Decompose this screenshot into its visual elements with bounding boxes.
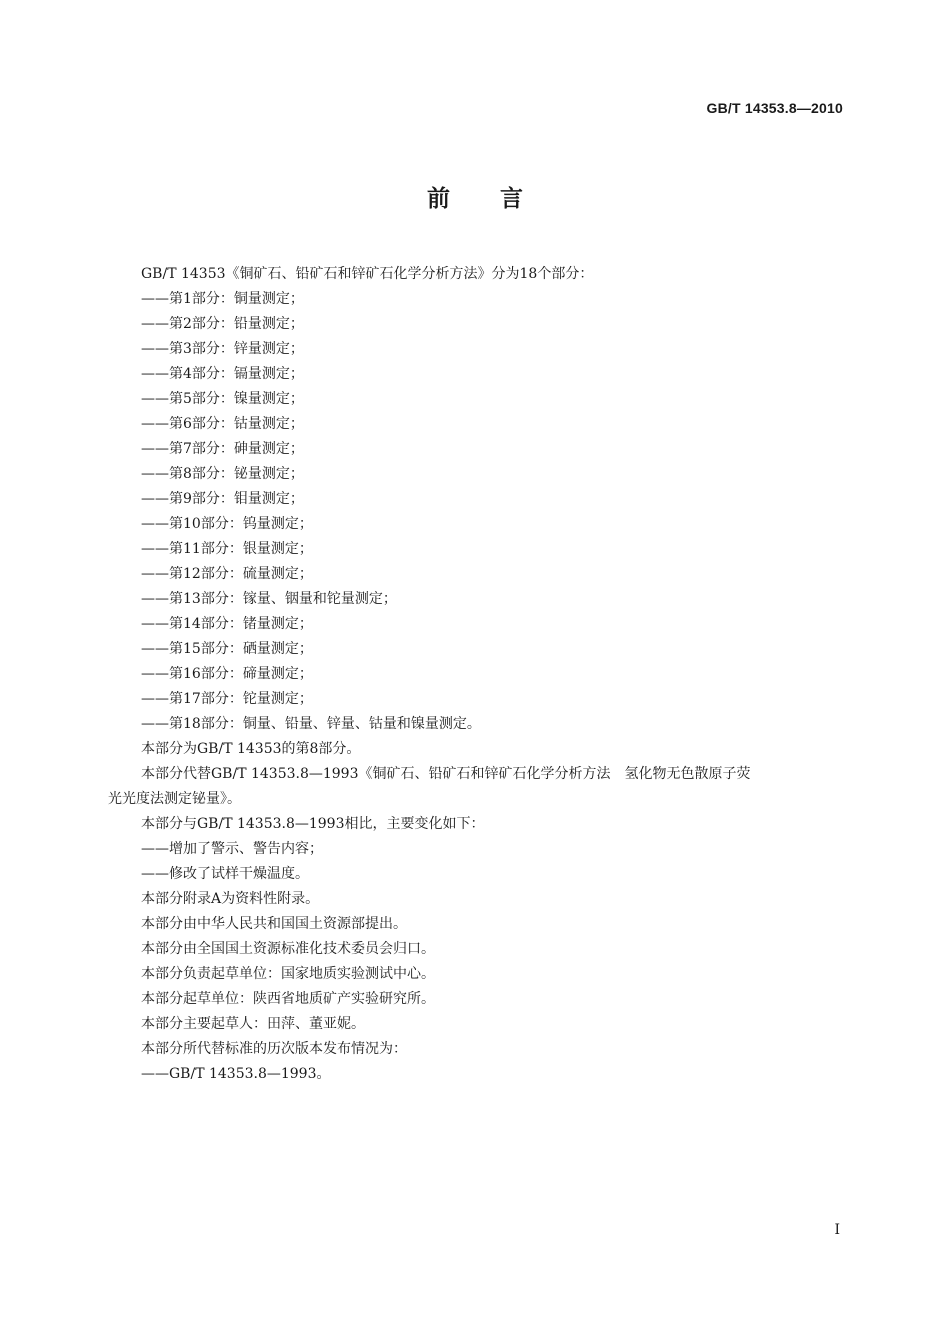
list-item: ——第16部分：碲量测定； (141, 666, 313, 682)
list-item: ——第12部分：硫量测定； (141, 566, 313, 582)
list-item: ——第11部分：银量测定； (141, 541, 313, 557)
list-item: ——第3部分：锌量测定； (141, 341, 304, 357)
list-item: ——第15部分：硒量测定； (141, 641, 313, 657)
statement-paragraph: 本部分附录A为资料性附录。 (141, 891, 320, 907)
statement-paragraph: 本部分所代替标准的历次版本发布情况为： (141, 1041, 407, 1057)
statement-paragraph: 本部分负责起草单位：国家地质实验测试中心。 (141, 966, 435, 982)
parts-list (108, 287, 843, 737)
statement-paragraph: 本部分由中华人民共和国国土资源部提出。 (141, 916, 407, 932)
statement-paragraph: 本部分由全国国土资源标准化技术委员会归口。 (141, 941, 435, 957)
list-item: ——第18部分：铜量、铅量、锌量、钴量和镍量测定。 (141, 716, 481, 732)
list-item: ——第8部分：铋量测定； (141, 466, 304, 482)
list-item: ——修改了试样干燥温度。 (141, 866, 309, 882)
changes-intro-paragraph: 本部分与GB/T 14353.8—1993相比，主要变化如下： (141, 816, 485, 832)
list-item: ——第4部分：镉量测定； (141, 366, 304, 382)
statement-paragraph: 本部分主要起草人：田萍、董亚妮。 (141, 1016, 365, 1032)
statement-paragraph: 本部分起草单位：陕西省地质矿产实验研究所。 (141, 991, 435, 1007)
standard-number: GB/T 14353.8—2010 (706, 100, 843, 116)
list-item: ——第17部分：铊量测定； (141, 691, 313, 707)
list-item: ——第5部分：镍量测定； (141, 391, 304, 407)
replaces-line-2: 光光度法测定铋量》。 (108, 791, 241, 807)
page-number: I (834, 1222, 840, 1238)
list-item: ——第7部分：砷量测定； (141, 441, 304, 457)
page-title: 前言 (427, 186, 573, 212)
list-item: ——第6部分：钴量测定； (141, 416, 304, 432)
list-item: ——第14部分：锗量测定； (141, 616, 313, 632)
list-item: ——第13部分：镓量、铟量和铊量测定； (141, 591, 397, 607)
list-item: ——第9部分：钼量测定； (141, 491, 304, 507)
this-part-paragraph: 本部分为GB/T 14353的第8部分。 (141, 741, 361, 757)
replaces-line-1: 本部分代替GB/T 14353.8—1993《铜矿石、铅矿石和锌矿石化学分析方法 氢化物无色散原子荧 (141, 766, 751, 782)
list-item: ——增加了警示、警告内容； (141, 841, 323, 857)
list-item: ——第10部分：钨量测定； (141, 516, 313, 532)
document-body (108, 262, 843, 1087)
list-item: ——第2部分：铅量测定； (141, 316, 304, 332)
replaces-paragraph (108, 762, 843, 812)
intro-paragraph: GB/T 14353《铜矿石、铅矿石和锌矿石化学分析方法》分为18个部分： (141, 266, 594, 282)
list-item: ——GB/T 14353.8—1993。 (141, 1066, 331, 1082)
list-item: ——第1部分：铜量测定； (141, 291, 304, 307)
